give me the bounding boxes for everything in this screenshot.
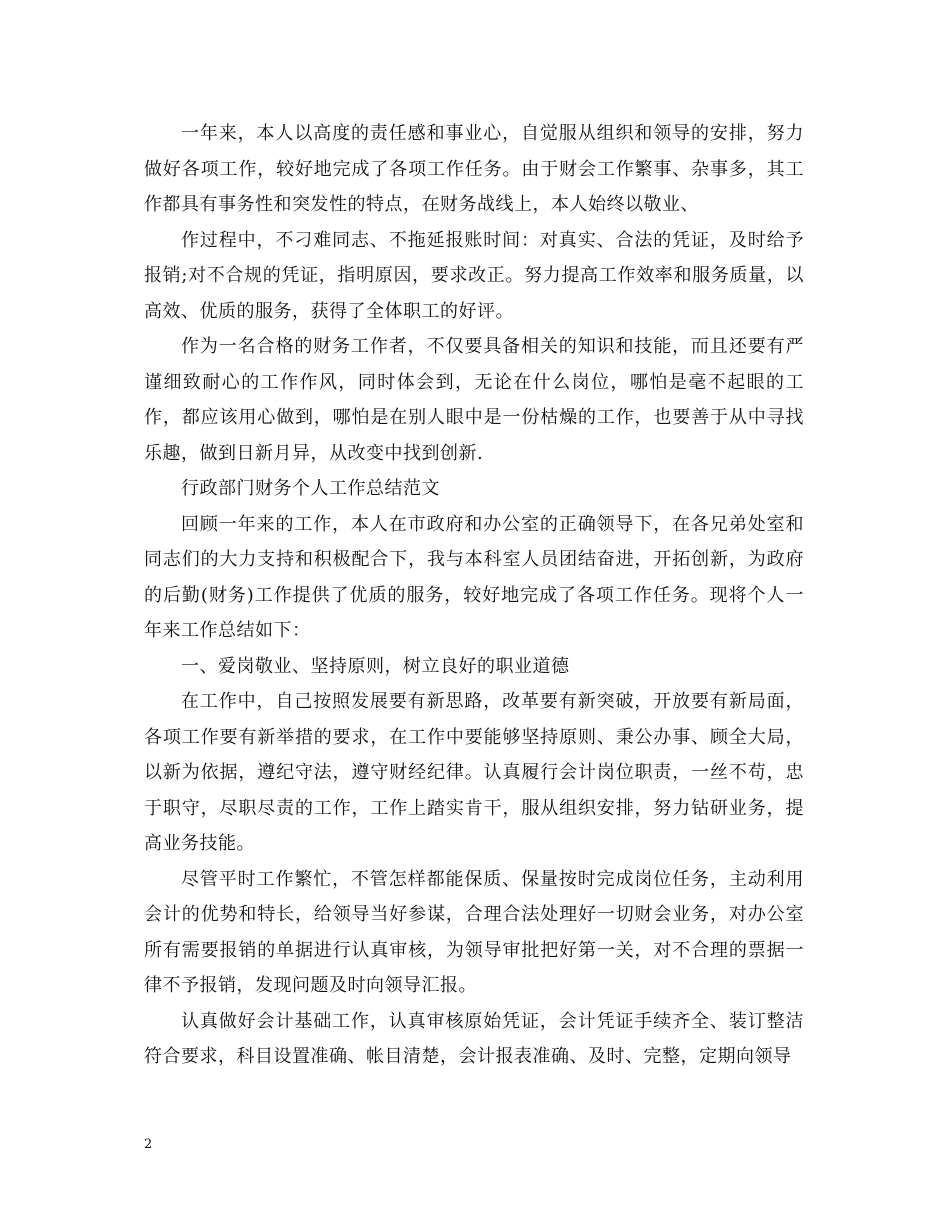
paragraph: 尽管平时工作繁忙，不管怎样都能保质、保量按时完成岗位任务，主动利用会计的优势和特长，给领导当好参谋，合理合法处理好一切财会业务，对办公室所有需要报销的单据进行认真审核，为领导审批把好第一关，对不合理的票据一律不予报销，发现问题及时向领导汇报。 [144,868,804,996]
document-body [144,116,804,1075]
paragraph: 认真做好会计基础工作，认真审核原始凭证，会计凭证手续齐全、装订整洁符合要求，科目设置准确、帐目清楚，会计报表准确、及时、完整，定期向领导 [144,1010,804,1067]
page-number: 2 [144,1137,153,1152]
paragraph: 作过程中，不刁难同志、不拖延报账时间：对真实、合法的凭证，及时给予报销;对不合规的凭证，指明原因，要求改正。努力提高工作效率和服务质量，以高效、优质的服务，获得了全体职工的好评。 [144,229,804,322]
paragraph: 在工作中，自己按照发展要有新思路，改革要有新突破，开放要有新局面，各项工作要有新举措的要求，在工作中要能够坚持原则、秉公办事、顾全大局，以新为依据，遵纪守法，遵守财经纪律。认真履行会计岗位职责，一丝不苟，忠于职守，尽职尽责的工作，工作上踏实肯干，服从组织安排，努力钻研业务，提高业务技能。 [144,691,804,854]
paragraph: 回顾一年来的工作，本人在市政府和办公室的正确领导下，在各兄弟处室和同志们的大力支持和积极配合下，我与本科室人员团结奋进，开拓创新，为政府的后勤(财务)工作提供了优质的服务，较好地完成了各项工作任务。现将个人一年来工作总结如下： [144,513,804,641]
paragraph: 作为一名合格的财务工作者，不仅要具备相关的知识和技能，而且还要有严谨细致耐心的工作作风，同时体会到，无论在什么岗位，哪怕是毫不起眼的工作，都应该用心做到，哪怕是在别人眼中是一份枯燥的工作，也要善于从中寻找乐趣，做到日新月异，从改变中找到创新. [144,336,804,464]
section-heading: 行政部门财务个人工作总结范文 [181,478,440,499]
paragraph: 一年来，本人以高度的责任感和事业心，自觉服从组织和领导的安排，努力做好各项工作，较好地完成了各项工作任务。由于财会工作繁事、杂事多，其工作都具有事务性和突发性的特点，在财务战线上，本人始终以敬业、 [144,123,804,215]
section-heading: 一、爱岗敬业、坚持原则，树立良好的职业道德 [181,655,570,677]
